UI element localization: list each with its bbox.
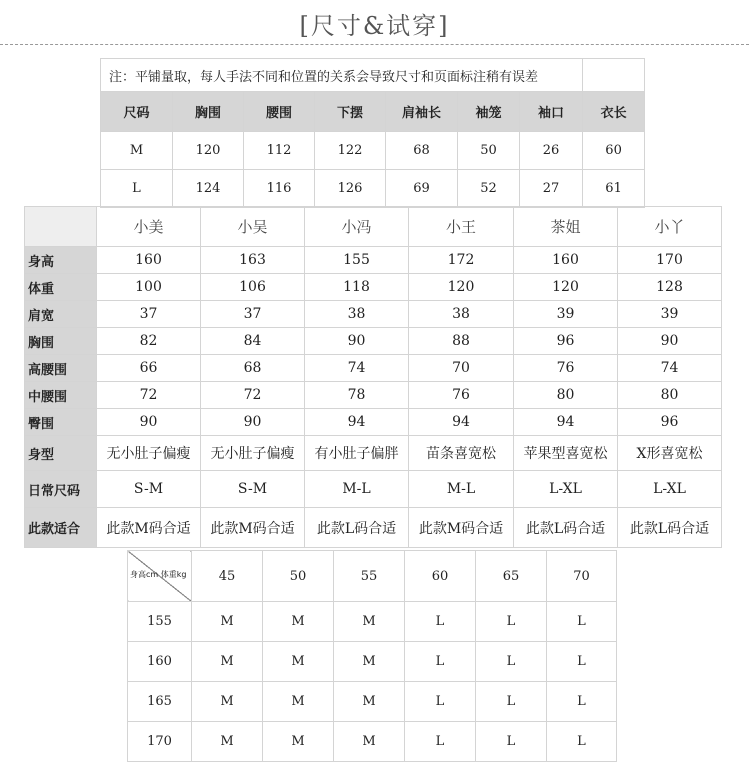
fit-chart-size: M xyxy=(263,682,334,722)
fit-chart-height: 165 xyxy=(128,682,192,722)
models-row-label: 日常尺码 xyxy=(25,471,97,508)
models-cell: 苹果型喜宽松 xyxy=(514,436,618,471)
fit-chart-row xyxy=(128,602,617,642)
models-row-label: 此款适合 xyxy=(25,508,97,548)
fit-chart-size: M xyxy=(263,602,334,642)
models-cell: 90 xyxy=(618,328,722,355)
fit-chart-size: M xyxy=(263,642,334,682)
models-cell: 此款L码合适 xyxy=(305,508,409,548)
models-cell: 155 xyxy=(305,247,409,274)
fit-chart-size: L xyxy=(405,642,476,682)
models-cell: 160 xyxy=(514,247,618,274)
models-row-fit-advice xyxy=(25,508,722,548)
size-header-cell: 胸围 xyxy=(173,92,244,132)
fit-chart-size: M xyxy=(334,682,405,722)
weight-header: 65 xyxy=(476,551,547,602)
fit-chart-size: M xyxy=(263,722,334,762)
fit-chart-size: L xyxy=(547,722,617,762)
models-cell: 无小肚子偏瘦 xyxy=(97,436,201,471)
size-cell: 52 xyxy=(458,170,520,208)
models-cell: 170 xyxy=(618,247,722,274)
models-cell: 此款L码合适 xyxy=(618,508,722,548)
model-name: 小吴 xyxy=(201,207,305,247)
fit-chart-row xyxy=(128,722,617,762)
model-name: 茶姐 xyxy=(514,207,618,247)
models-cell: 94 xyxy=(514,409,618,436)
fit-chart-size: M xyxy=(334,642,405,682)
models-cell: 38 xyxy=(305,301,409,328)
size-header-cell: 袖口 xyxy=(520,92,583,132)
page-title: [尺寸&试穿] xyxy=(299,12,450,40)
models-cell: 74 xyxy=(305,355,409,382)
fit-chart-size: M xyxy=(192,642,263,682)
models-row-body-type xyxy=(25,436,722,471)
fit-chart-size: M xyxy=(192,682,263,722)
size-cell: 112 xyxy=(244,132,315,170)
models-row-shoulder xyxy=(25,301,722,328)
size-row-l xyxy=(101,170,645,208)
models-cell: 120 xyxy=(409,274,514,301)
models-cell: 有小肚子偏胖 xyxy=(305,436,409,471)
fit-chart-table xyxy=(127,550,617,762)
fit-chart-corner-label: 身高cm 体重kg xyxy=(130,570,187,579)
models-cell: 94 xyxy=(305,409,409,436)
models-cell: 88 xyxy=(409,328,514,355)
models-cell: S-M xyxy=(97,471,201,508)
models-row-label: 肩宽 xyxy=(25,301,97,328)
models-cell: 160 xyxy=(97,247,201,274)
size-cell: 69 xyxy=(386,170,458,208)
size-cell: 124 xyxy=(173,170,244,208)
model-name: 小冯 xyxy=(305,207,409,247)
model-name: 小王 xyxy=(409,207,514,247)
models-row-label: 身型 xyxy=(25,436,97,471)
size-header-cell: 下摆 xyxy=(315,92,386,132)
models-row-height xyxy=(25,247,722,274)
models-cell: 68 xyxy=(201,355,305,382)
models-cell: 96 xyxy=(618,409,722,436)
models-corner-cell xyxy=(25,207,97,247)
models-cell: 76 xyxy=(409,382,514,409)
fit-chart-size: M xyxy=(192,602,263,642)
models-cell: 96 xyxy=(514,328,618,355)
models-row-label: 高腰围 xyxy=(25,355,97,382)
fit-chart-size: L xyxy=(547,682,617,722)
weight-header: 50 xyxy=(263,551,334,602)
size-header-cell: 袖笼 xyxy=(458,92,520,132)
size-cell: 50 xyxy=(458,132,520,170)
fit-chart-size: L xyxy=(405,722,476,762)
models-cell: 120 xyxy=(514,274,618,301)
models-cell: 37 xyxy=(97,301,201,328)
models-table xyxy=(24,206,722,548)
fit-chart-row xyxy=(128,682,617,722)
models-cell: 172 xyxy=(409,247,514,274)
fit-chart-size: M xyxy=(334,602,405,642)
models-cell: 84 xyxy=(201,328,305,355)
models-row-label: 胸围 xyxy=(25,328,97,355)
models-row-weight xyxy=(25,274,722,301)
size-chart-header-row xyxy=(101,92,645,132)
weight-header: 45 xyxy=(192,551,263,602)
models-cell: 39 xyxy=(514,301,618,328)
size-cell: 116 xyxy=(244,170,315,208)
models-row-bust xyxy=(25,328,722,355)
size-cell: M xyxy=(101,132,173,170)
size-cell: 68 xyxy=(386,132,458,170)
size-chart-note-spacer xyxy=(583,59,645,92)
models-cell: 163 xyxy=(201,247,305,274)
models-cell: 72 xyxy=(201,382,305,409)
models-cell: X形喜宽松 xyxy=(618,436,722,471)
size-header-cell: 衣长 xyxy=(583,92,645,132)
models-cell: S-M xyxy=(201,471,305,508)
size-cell: 26 xyxy=(520,132,583,170)
models-cell: M-L xyxy=(305,471,409,508)
fit-chart-height: 155 xyxy=(128,602,192,642)
models-cell: 106 xyxy=(201,274,305,301)
model-name: 小美 xyxy=(97,207,201,247)
fit-chart-size: L xyxy=(476,642,547,682)
models-cell: 76 xyxy=(514,355,618,382)
models-cell: 74 xyxy=(618,355,722,382)
size-chart-table xyxy=(100,58,645,208)
models-cell: 无小肚子偏瘦 xyxy=(201,436,305,471)
models-cell: 90 xyxy=(201,409,305,436)
title-divider xyxy=(0,44,749,45)
models-cell: 此款L码合适 xyxy=(514,508,618,548)
weight-header: 60 xyxy=(405,551,476,602)
models-row-label: 体重 xyxy=(25,274,97,301)
fit-chart-size: L xyxy=(405,682,476,722)
models-cell: 82 xyxy=(97,328,201,355)
models-cell: 此款M码合适 xyxy=(409,508,514,548)
models-cell: 78 xyxy=(305,382,409,409)
models-cell: 苗条喜宽松 xyxy=(409,436,514,471)
fit-chart-size: L xyxy=(547,642,617,682)
models-cell: 72 xyxy=(97,382,201,409)
size-cell: 122 xyxy=(315,132,386,170)
models-cell: 80 xyxy=(618,382,722,409)
models-header-row xyxy=(25,207,722,247)
model-name: 小丫 xyxy=(618,207,722,247)
models-cell: 94 xyxy=(409,409,514,436)
weight-header: 55 xyxy=(334,551,405,602)
size-cell: 60 xyxy=(583,132,645,170)
weight-header: 70 xyxy=(547,551,617,602)
models-row-hip xyxy=(25,409,722,436)
models-cell: 128 xyxy=(618,274,722,301)
fit-chart-height: 170 xyxy=(128,722,192,762)
models-cell: 70 xyxy=(409,355,514,382)
models-row-high-waist xyxy=(25,355,722,382)
models-cell: L-XL xyxy=(514,471,618,508)
models-cell: 80 xyxy=(514,382,618,409)
size-cell: 126 xyxy=(315,170,386,208)
models-row-label: 臀围 xyxy=(25,409,97,436)
models-row-label: 中腰围 xyxy=(25,382,97,409)
models-row-label: 身高 xyxy=(25,247,97,274)
models-cell: 此款M码合适 xyxy=(201,508,305,548)
fit-chart-size: L xyxy=(476,602,547,642)
models-cell: M-L xyxy=(409,471,514,508)
models-cell: 66 xyxy=(97,355,201,382)
fit-chart-size: L xyxy=(476,682,547,722)
models-row-mid-waist xyxy=(25,382,722,409)
models-cell: 此款M码合适 xyxy=(97,508,201,548)
models-cell: 90 xyxy=(97,409,201,436)
models-cell: 39 xyxy=(618,301,722,328)
fit-chart-row xyxy=(128,642,617,682)
models-cell: 118 xyxy=(305,274,409,301)
fit-chart-height: 160 xyxy=(128,642,192,682)
fit-chart-header-row xyxy=(128,551,617,602)
models-row-usual-size xyxy=(25,471,722,508)
size-chart-note: 注：平铺量取，每人手法不同和位置的关系会导致尺寸和页面标注稍有误差 xyxy=(101,59,583,92)
models-cell: 38 xyxy=(409,301,514,328)
size-cell: L xyxy=(101,170,173,208)
fit-chart-corner xyxy=(128,551,192,602)
size-cell: 27 xyxy=(520,170,583,208)
fit-chart-size: L xyxy=(547,602,617,642)
fit-chart-size: M xyxy=(334,722,405,762)
models-cell: L-XL xyxy=(618,471,722,508)
fit-chart-size: L xyxy=(405,602,476,642)
models-cell: 100 xyxy=(97,274,201,301)
size-cell: 120 xyxy=(173,132,244,170)
models-cell: 37 xyxy=(201,301,305,328)
size-header-cell: 肩袖长 xyxy=(386,92,458,132)
size-row-m xyxy=(101,132,645,170)
size-cell: 61 xyxy=(583,170,645,208)
fit-chart-size: M xyxy=(192,722,263,762)
models-cell: 90 xyxy=(305,328,409,355)
size-header-cell: 腰围 xyxy=(244,92,315,132)
size-header-cell: 尺码 xyxy=(101,92,173,132)
fit-chart-size: L xyxy=(476,722,547,762)
